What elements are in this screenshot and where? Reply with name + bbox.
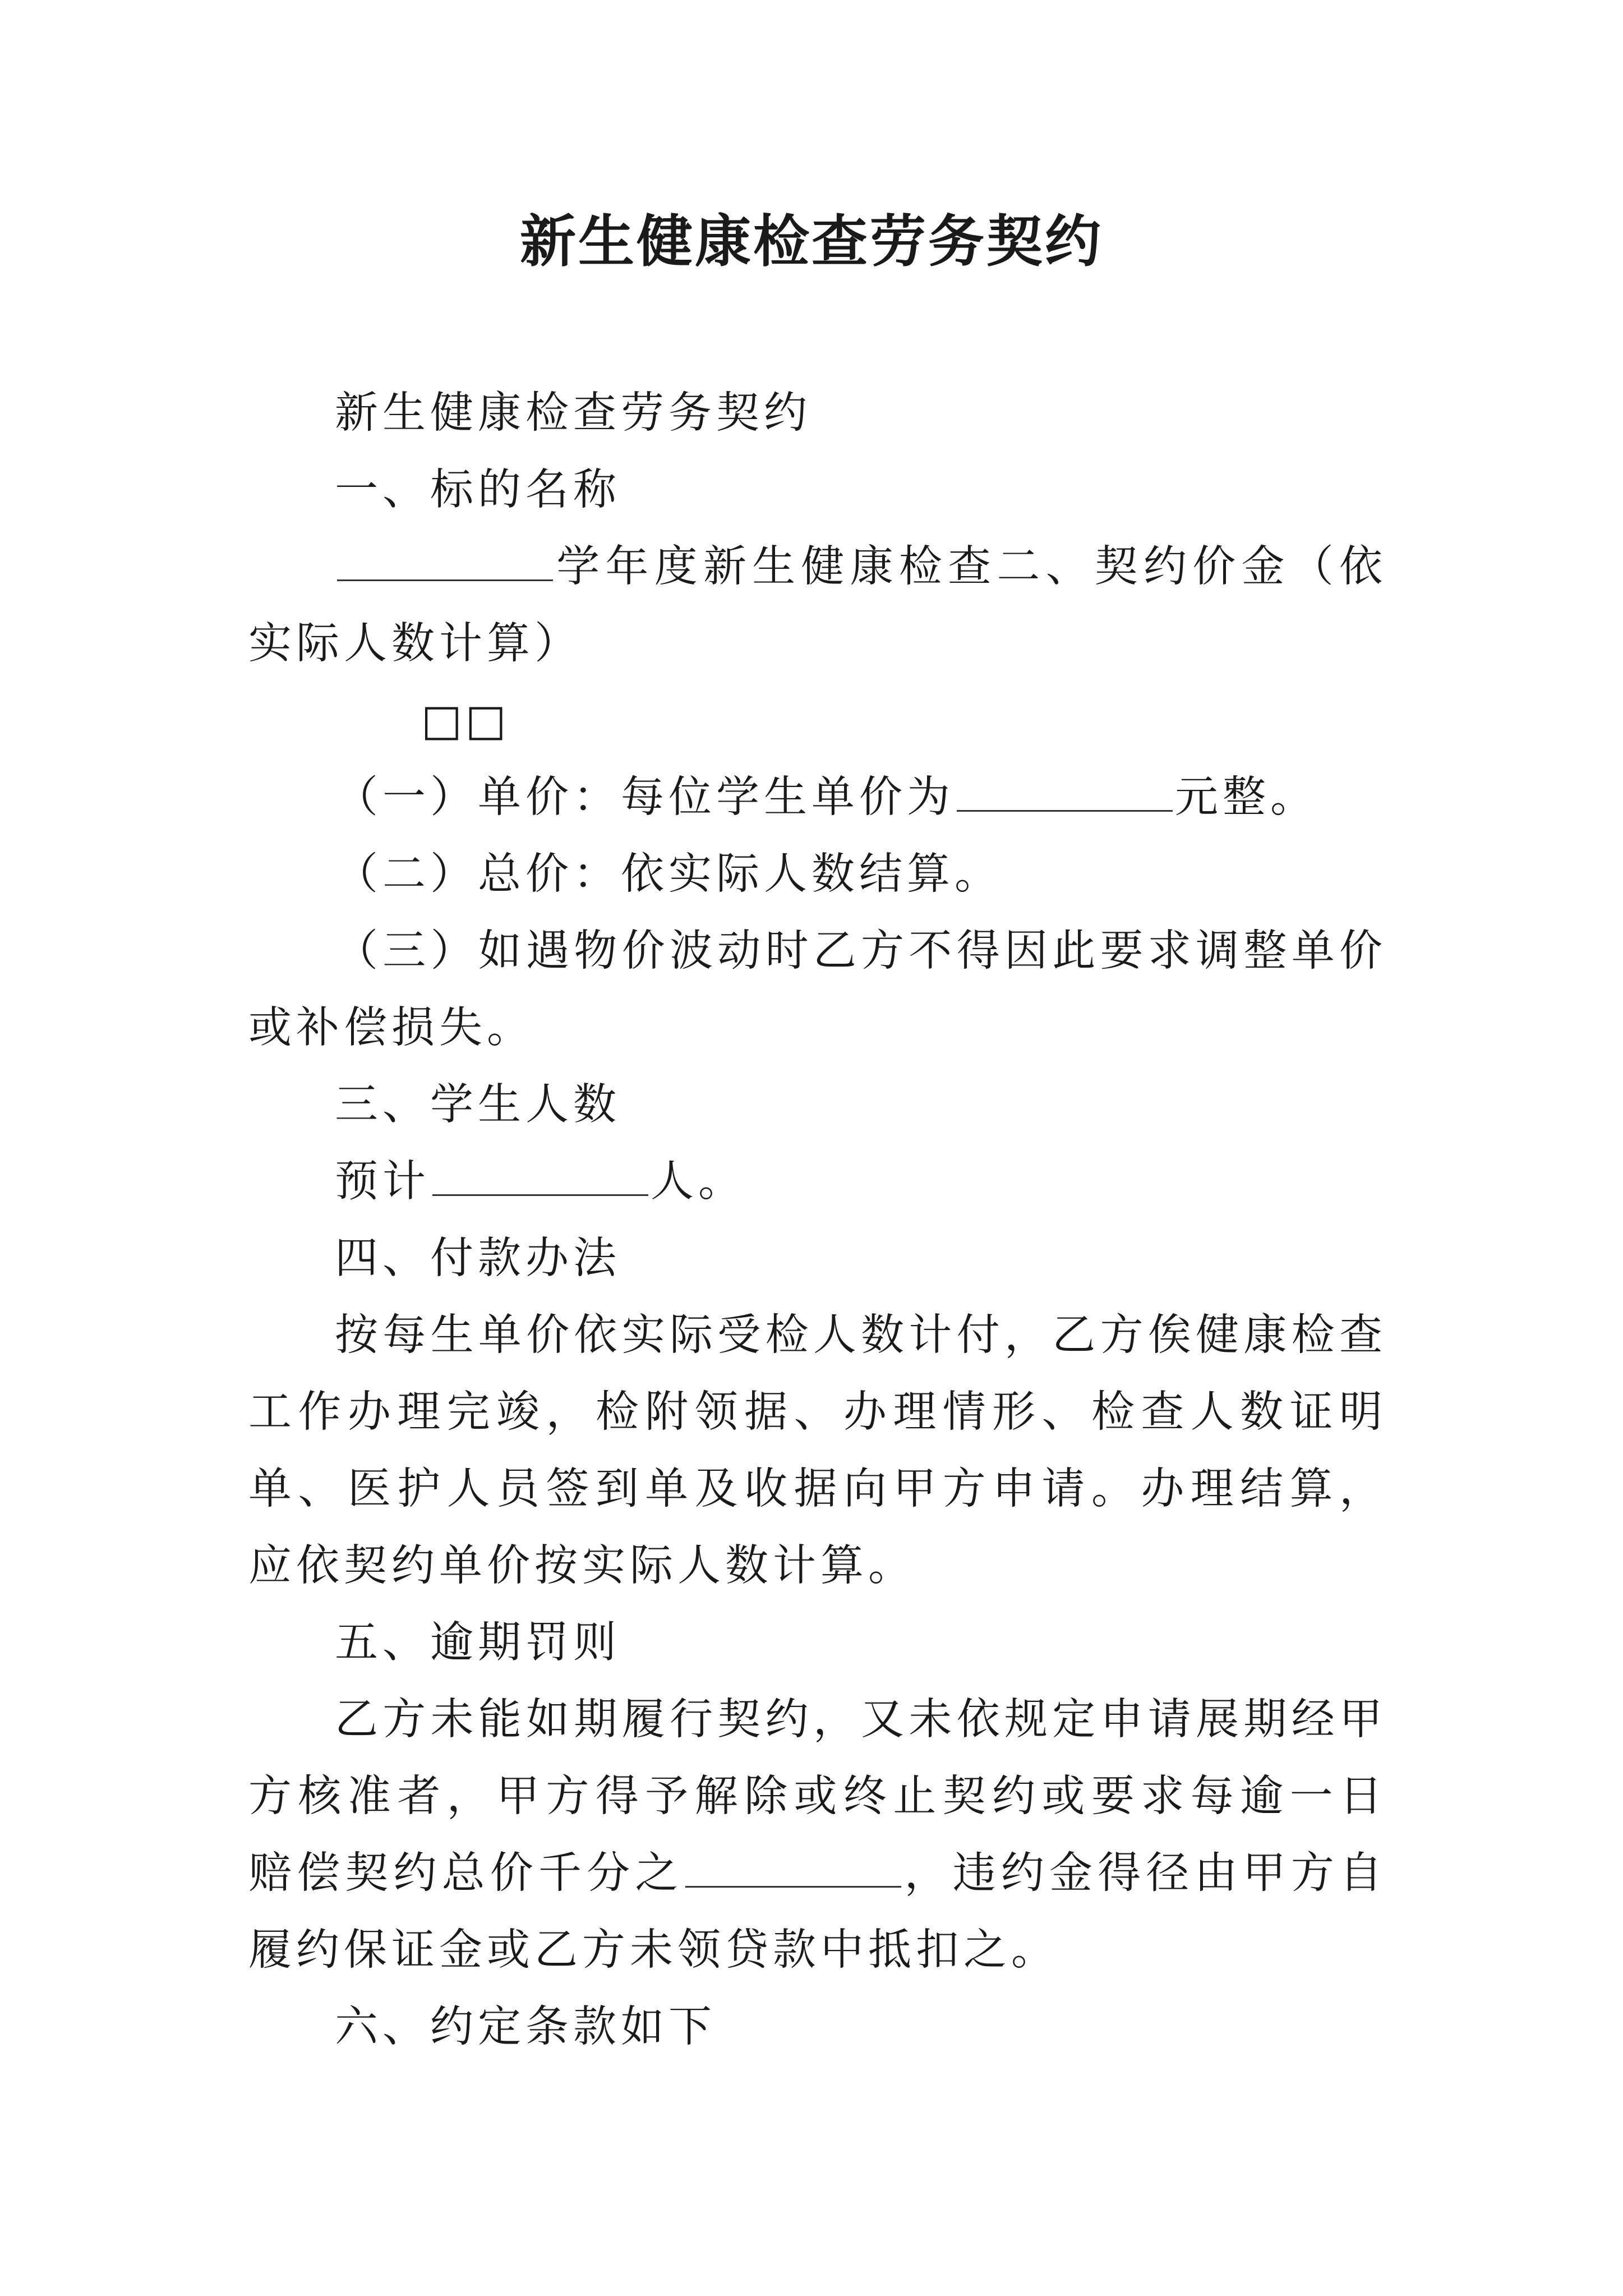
paragraph-price-fluctuation — [248, 913, 1387, 1066]
paragraph-total-price — [248, 836, 1387, 913]
paragraph-text-after: 元整。 — [1175, 772, 1318, 822]
fill-in-blank-penalty-rate — [685, 1884, 901, 1888]
paragraph-penalty — [248, 1681, 1387, 1989]
paragraph-text: 五、逾期罚则 — [335, 1618, 621, 1668]
paragraph-payment-method — [248, 1297, 1387, 1604]
paragraph-text: （三）如遇物价波动时乙方不得因此要求调整单价或补偿损失。 — [248, 926, 1387, 1053]
paragraph-text: 六、约定条款如下 — [335, 2002, 716, 2052]
checkbox-glyphs: □□ — [421, 696, 510, 746]
fill-in-blank-student-count — [432, 1192, 648, 1196]
paragraph-section-6-heading — [248, 1989, 1387, 2065]
paragraph-text-before: 乙方未能如期履行契约，又未依规定申请展期经甲方核准者，甲方得予解除或终止契约或要求每逾一日赔偿契约总价千分之 — [248, 1695, 1387, 1898]
paragraph-student-count — [248, 1143, 1387, 1220]
document-title: 新生健康检查劳务契约 — [520, 208, 1103, 274]
paragraph-text-before: （一）单价：每位学生单价为 — [335, 772, 955, 822]
document-body — [248, 375, 1387, 2065]
paragraph-section-4-heading — [248, 1220, 1387, 1297]
paragraph-text-after: 学年度新生健康检查二、契约价金（依实际人数计算） — [248, 542, 1387, 669]
paragraph-text: 四、付款办法 — [335, 1234, 621, 1283]
paragraph-section-5-heading — [248, 1604, 1387, 1681]
fill-in-blank-unit-price — [957, 808, 1173, 812]
paragraph-subject-name — [248, 528, 1387, 682]
paragraph-text: 一、标的名称 — [335, 465, 621, 515]
paragraph-text-before: 预计 — [335, 1157, 430, 1207]
paragraph-text: 三、学生人数 — [335, 1080, 621, 1130]
paragraph-text-after: ，违约金得径由甲方自履约保证金或乙方未领贷款中抵扣之。 — [248, 1848, 1387, 1975]
paragraph-text-after: 人。 — [651, 1157, 746, 1207]
paragraph-boxes — [248, 682, 1387, 759]
paragraph-section-1-heading — [248, 452, 1387, 528]
paragraph-unit-price — [248, 759, 1387, 836]
paragraph-section-3-heading — [248, 1066, 1387, 1143]
paragraph-doc-heading — [248, 375, 1387, 452]
fill-in-blank-school-year — [337, 577, 553, 581]
paragraph-text: 新生健康检查劳务契约 — [335, 388, 811, 438]
paragraph-text: 按每生单价依实际受检人数计付，乙方俟健康检查工作办理完竣，检附领据、办理情形、检查人数证明单、医护人员签到单及收据向甲方申请。办理结算，应依契约单价按实际人数计算。 — [248, 1310, 1387, 1591]
paragraph-text: （二）总价：依实际人数结算。 — [335, 849, 1002, 899]
